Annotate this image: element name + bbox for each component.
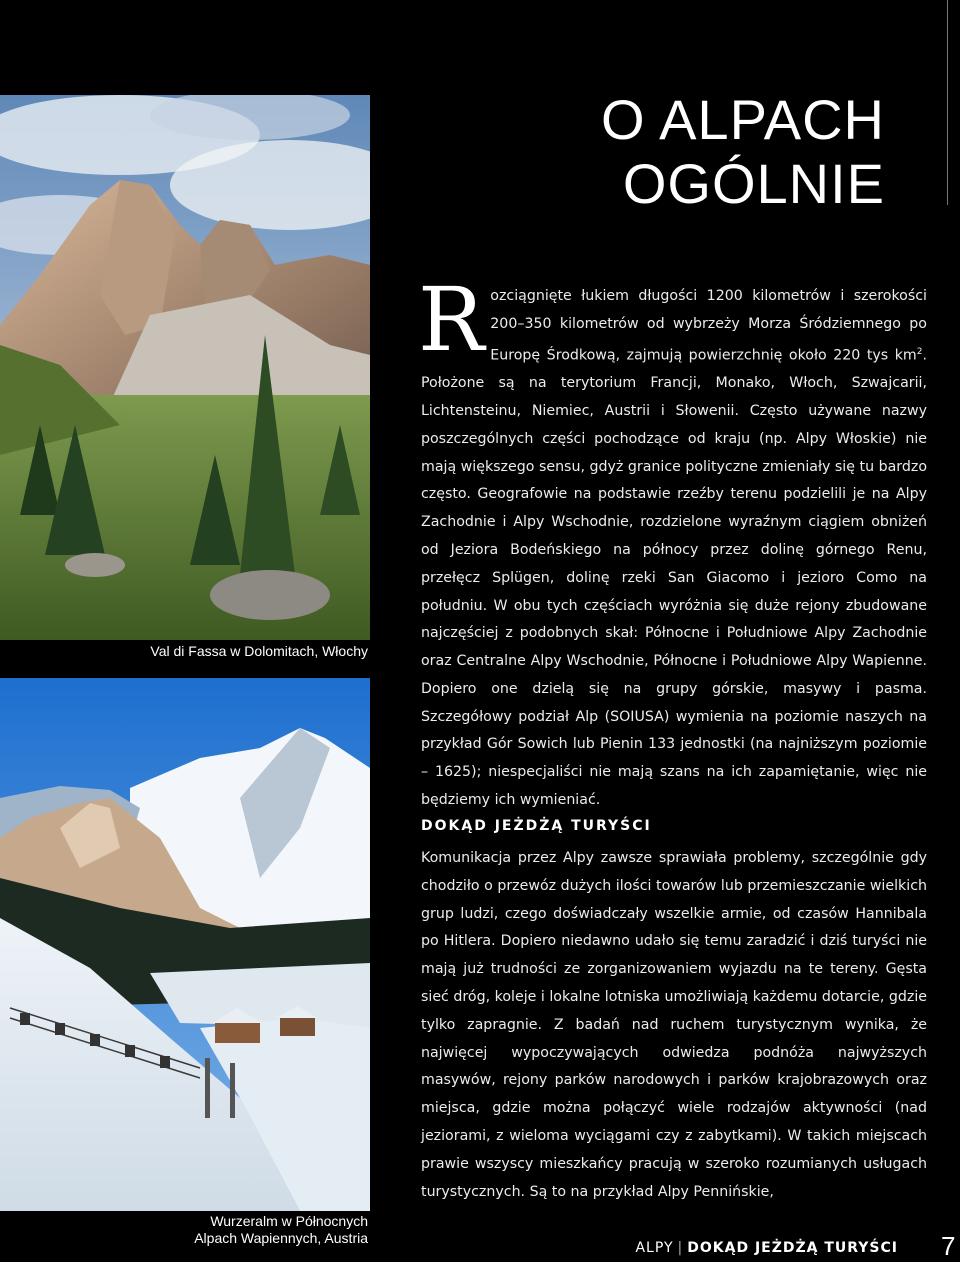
intro-text-rest: . Położone są na terytorium Francji, Monako, Włoch, Szwajcarii, Lichtensteinu, Niemiec, Austrii i Słowenii. Często używane nazwy poszczególnych części pochodzące od kraju (np. Alpy Włoskie) nie mają większego sensu, gdyż granice polityczne zmieniały się tu bardzo często. Geografowie na podstawie rzeźby terenu podzielili je na Alpy Zachodnie i Alpy Wschodnie, rozdzielone wyraźnym ciągiem obniżeń od Jeziora Bodeńskiego na północy przez dolinę górnego Renu, przełęcz Splügen, dolinę rzeki San Giacomo i jezioro Como na południu. W obu tych częściach wyróżnia się duże rejony zbudowane najczęściej z podobnych skał: Północne i Południowe Alpy Zachodnie oraz Centralne Alpy Wschodnie, Północne i Południowe Alpy Wapienne. Dopiero one dzielą się na grupy górskie, masywy i pasma. Szczegółowy podział Alp (SOIUSA) wymienia na poziomie naszych na przykład Gór Sowich lub Pienin 133 jednostki (na najniższym poziomie – 1625); niespecjaliści nie mają szans na ich zapamiętanie, więc nie będziemy ich wymieniać.: [421, 347, 927, 809]
page-title: [465, 88, 885, 216]
superscript-2: 2: [916, 346, 923, 357]
wurzeralm-caption-line2: Alpach Wapiennych, Austria: [194, 1230, 368, 1246]
intro-paragraph: [418, 268, 927, 815]
wurzeralm-photo: [0, 678, 370, 1211]
decorative-vertical-rule: [947, 0, 948, 205]
footer-section-label: ALPY: [635, 1240, 674, 1256]
running-footer: [635, 1240, 898, 1256]
page-number: 7: [941, 1231, 956, 1261]
footer-chapter-title: DOKĄD JEŻDŻĄ TURYŚCI: [687, 1240, 898, 1256]
dolomites-caption: Val di Fassa w Dolomitach, Włochy: [150, 643, 368, 659]
wurzeralm-caption-line1: Wurzeralm w Północnych: [210, 1213, 368, 1229]
section-heading: DOKĄD JEŻDŻĄ TURYŚCI: [421, 818, 652, 834]
wurzeralm-caption: [68, 1213, 368, 1247]
section-paragraph: Komunikacja przez Alpy zawsze sprawiała problemy, szczególnie gdy chodziło o przewóz dużych ilości towarów lub przemieszczanie wielkich grup ludzi, czego doświadczały wszelkie armie, od czasów Hannibala po Hitlera. Dopiero niedawno udało się temu zaradzić i dziś turyści nie mają już trudności ze zorganizowaniem wyjazdu na te tereny. Gęsta sieć dróg, koleje i lokalne lotniska umożliwiają każdemu dotarcie, gdzie tylko zapragnie. Z badań nad ruchem turystycznym wynika, że najwięcej wypoczywających odwiedza podnóża najwyższych masywów, rejony parków narodowych i parków krajobrazowych oraz miejsca, gdzie można połączyć wiele rodzajów aktywności (nad jeziorami, z wieloma wyciągami czy z zabytkami). W takich miejscach prawie wszyscy mieszkańcy pracują w szeroko rozumianych usługach turystycznych. Są to na przykład Alpy Pennińskie,: [421, 850, 927, 1200]
page-title-line2: OGÓLNIE: [622, 152, 885, 215]
intro-text-start: ozciągnięte łukiem długości 1200 kilometrów i szerokości 200–350 kilometrów od wybrzeży Morza Śródziemnego po Europę Środkową, zajmują powierzchnię około 220 tys km: [490, 288, 927, 364]
dolomites-photo: [0, 95, 370, 640]
page-title-line1: O ALPACH: [601, 88, 885, 151]
drop-cap: R: [418, 268, 485, 371]
footer-separator: |: [677, 1240, 684, 1256]
